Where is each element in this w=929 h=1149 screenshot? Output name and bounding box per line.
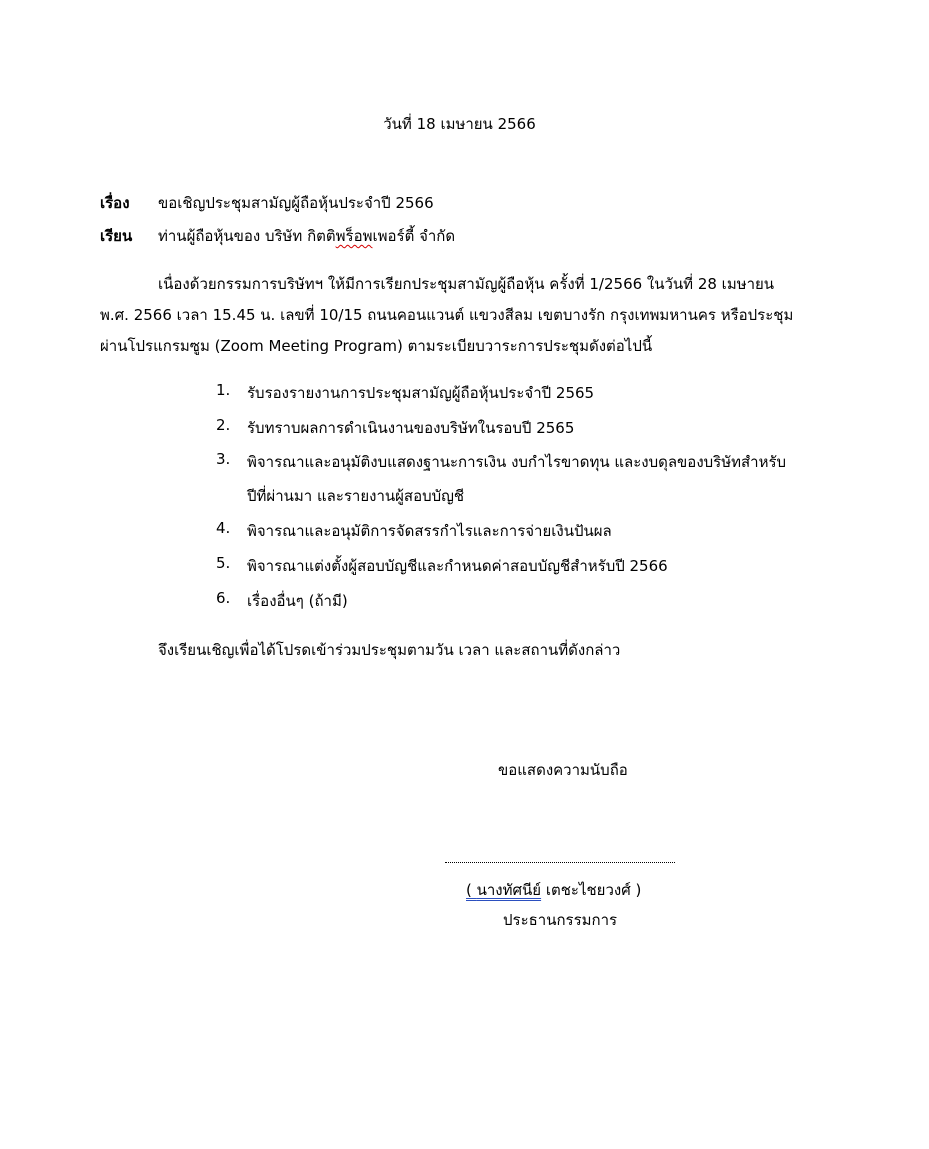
agenda-number: 1.	[216, 381, 231, 399]
intro-line-2: พ.ศ. 2566 เวลา 15.45 น. เลขที่ 10/15 ถนนคอนแวนต์ แขวงสีลม เขตบางรัก กรุงเทพมหานคร หรือประชุม	[100, 306, 794, 324]
recipient-label: เรียน	[100, 227, 133, 245]
agenda-item: เรื่องอื่นๆ (ถ้ามี)	[247, 592, 348, 610]
agenda-item: พิจารณาและอนุมัติงบแสดงฐานะการเงิน งบกำไรขาดทุน และงบดุลของบริษัทสำหรับ	[247, 453, 787, 471]
closing-sentence: จึงเรียนเชิญเพื่อได้โปรดเข้าร่วมประชุมตามวัน เวลา และสถานที่ดังกล่าว	[158, 641, 621, 659]
letter-date	[0, 112, 929, 136]
recipient-text-before: ท่านผู้ถือหุ้นของ บริษัท กิตติ	[158, 227, 336, 245]
date-text: วันที่ 18 เมษายน 2566	[383, 115, 536, 133]
agenda-item-continued: ปีที่ผ่านมา และรายงานผู้สอบบัญชี	[247, 487, 465, 505]
recipient-spellcheck-word: พร็อพ	[335, 227, 373, 245]
signatory-title: ประธานกรรมการ	[503, 911, 618, 929]
agenda-item: พิจารณาแต่งตั้งผู้สอบบัญชีและกำหนดค่าสอบบัญชีสำหรับปี 2566	[247, 557, 668, 575]
signatory-name-open: (	[466, 881, 477, 899]
signatory-name	[466, 878, 641, 902]
agenda-number: 4.	[216, 519, 231, 537]
regards-text: ขอแสดงความนับถือ	[498, 761, 628, 779]
agenda-number: 5.	[216, 554, 231, 572]
recipient-text	[158, 224, 455, 248]
agenda-number: 6.	[216, 589, 231, 607]
agenda-item: รับรองรายงานการประชุมสามัญผู้ถือหุ้นประจำปี 2565	[247, 384, 595, 402]
signature-line	[445, 852, 675, 863]
subject-text: ขอเชิญประชุมสามัญผู้ถือหุ้นประจำปี 2566	[158, 194, 434, 212]
subject-label: เรื่อง	[100, 194, 130, 212]
agenda-number: 3.	[216, 450, 231, 468]
agenda-item: รับทราบผลการดำเนินงานของบริษัทในรอบปี 2565	[247, 419, 575, 437]
intro-line-3: ผ่านโปรแกรมซูม (Zoom Meeting Program) ตามระเบียบวาระการประชุมดังต่อไปนี้	[100, 337, 653, 355]
agenda-number: 2.	[216, 416, 231, 434]
signatory-name-rest: เตชะไชยวงศ์ )	[541, 881, 642, 899]
agenda-item: พิจารณาและอนุมัติการจัดสรรกำไรและการจ่ายเงินปันผล	[247, 522, 612, 540]
recipient-text-after: เพอร์ตี้ จำกัด	[372, 227, 456, 245]
intro-line-1: เนื่องด้วยกรรมการบริษัทฯ ให้มีการเรียกประชุมสามัญผู้ถือหุ้น ครั้งที่ 1/2566 ในวันที่ 28 เมษายน	[158, 275, 775, 293]
signatory-name-marked: นางทัศนีย์	[476, 881, 542, 899]
